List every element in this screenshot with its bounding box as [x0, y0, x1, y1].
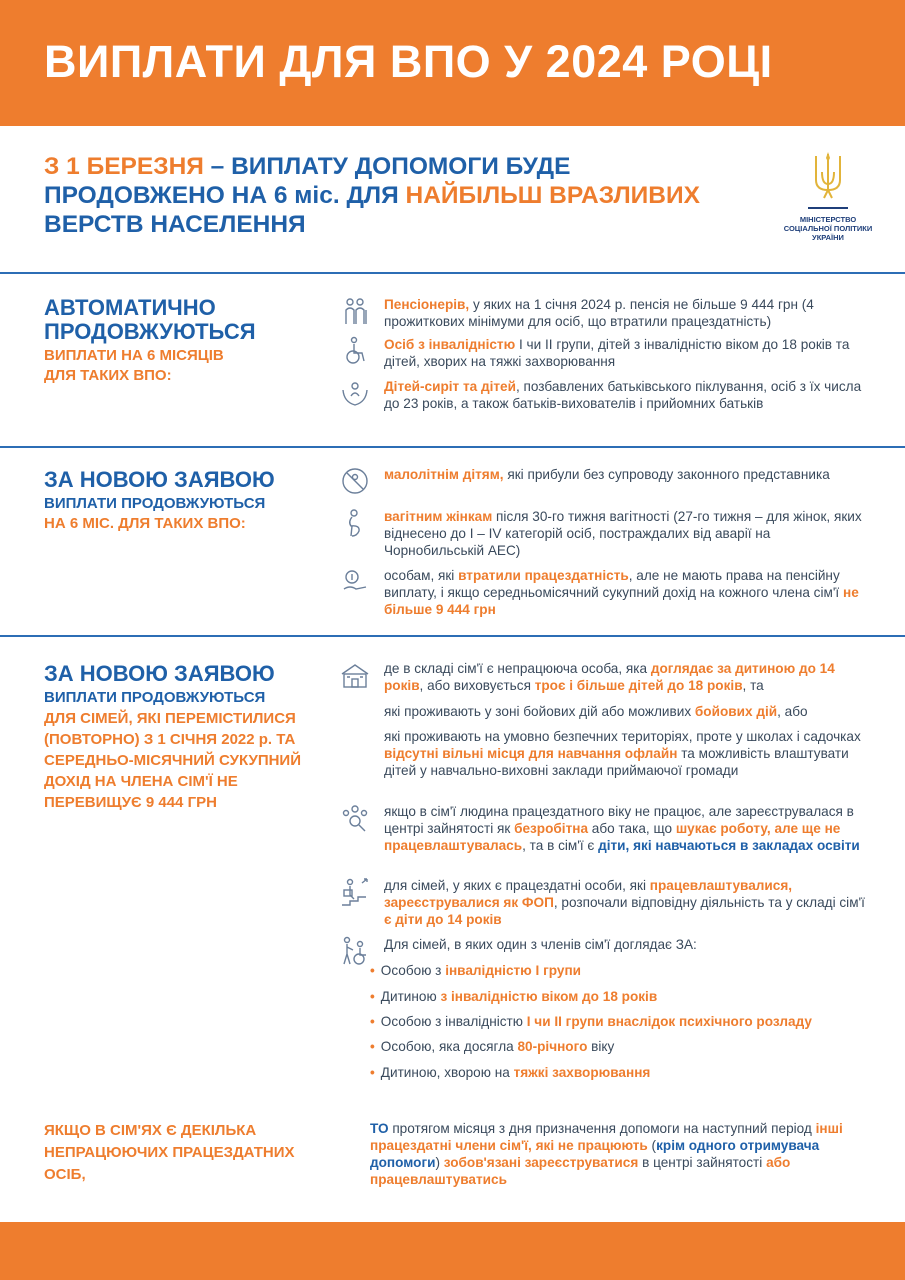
section3-item-unemployed: якщо в сім'ї людина працездатного віку не працює, але зареєструвалася в центрі зайнятості як безробітна або така, що шукає роботу, але ще не працевлаштувалась, та в сім'ї є діти, які навчаються в закладах освіти [340, 803, 870, 854]
section1-subtitle-2: ДЛЯ ТАКИХ ВПО: [44, 367, 172, 384]
wheelchair-icon [340, 336, 370, 366]
bullet-item: • Дитиною з інвалідністю віком до 18 років [370, 989, 658, 1004]
section1-item-orphans: Дітей-сиріт та дітей, позбавлених батьківського піклування, осіб з їх числа до 23 років, а також батьків-вихователів і прийомних батьків [340, 378, 870, 412]
job-search-icon [340, 803, 370, 833]
child-protection-icon [340, 466, 370, 496]
bottom-obligation: ТО протягом місяця з дня призначення допомоги на наступний період інші працездатні члени сім'ї, які не працюють (крім одного отримувача допомоги) зобов'язані зареєструватися в центрі зайнятості або працевлаштуватись [370, 1121, 843, 1187]
section2-subtitle-1: ВИПЛАТИ ПРОДОВЖУЮТЬСЯ [44, 495, 266, 512]
section1-subtitle-1: ВИПЛАТИ НА 6 МІСЯЦІВ [44, 347, 224, 364]
section2-subtitle-2: НА 6 МІС. ДЛЯ ТАКИХ ВПО: [44, 515, 246, 532]
divider-2 [0, 446, 905, 448]
intro-text [44, 152, 744, 239]
section3-item-caregivers: Для сімей, в яких один з членів сім'ї доглядає ЗА: [340, 936, 870, 953]
footer-banner [0, 1222, 905, 1280]
section3-title: ЗА НОВОЮ ЗАЯВОЮ [44, 661, 275, 686]
section1-title: АВТОМАТИЧНО ПРОДОВЖУЮТЬСЯ [44, 295, 256, 344]
hands-care-icon [340, 378, 370, 408]
elderly-couple-icon [340, 296, 370, 326]
ministry-name: МІНІСТЕРСТВО СОЦІАЛЬНОЇ ПОЛІТИКИ УКРАЇНИ [783, 215, 873, 242]
logo-divider [808, 207, 848, 209]
money-hand-icon [340, 567, 370, 597]
divider-1 [0, 272, 905, 274]
section1-item-pensioners: Пенсіонерів, у яких на 1 січня 2024 р. пенсія не більше 9 444 грн (4 прожиткових мінімуми для осіб, що втратили працездатність) [340, 296, 870, 330]
page-title: ВИПЛАТИ ДЛЯ ВПО У 2024 РОЦІ [44, 36, 773, 87]
intro-date: З 1 БЕРЕЗНЯ [44, 153, 204, 180]
section2-item-incapacitated: особам, які втратили працездатність, але не мають права на пенсійну виплату, і якщо середньомісячний сукупний дохід на кожного члена сім'ї не більше 9 444 грн [340, 567, 870, 618]
bullet-item: • Дитиною, хворою на тяжкі захворювання [370, 1065, 651, 1080]
bullet-item: • Особою з інвалідністю І групи [370, 963, 582, 978]
bullet-item: • Особою з інвалідністю І чи ІІ групи внаслідок психічного розладу [370, 1014, 812, 1029]
header-banner [0, 0, 905, 126]
intro-highlight: НАЙБІЛЬШ ВРАЗЛИВИХ [405, 182, 700, 209]
intro-part: – ВИПЛАТУ ДОПОМОГИ БУДЕ ПРОДОВЖЕНО НА 6 міс. ДЛЯ [44, 153, 571, 209]
section2-item-pregnant: вагітним жінкам після 30-го тижня вагітності (27-го тижня – для жінок, яких віднесено до І – IV категорій осіб, постраждалих від аварії на Чорнобильській АЕС) [340, 508, 870, 559]
trident-icon [808, 150, 848, 202]
section2-item-children: малолітнім дітям, які прибули без супроводу законного представника [340, 466, 870, 483]
section3-item-combat-zone: які проживають у зоні бойових дій або можливих бойових дій, або [384, 704, 808, 719]
section1-item-disability: Осіб з інвалідністю І чи ІІ групи, дітей з інвалідністю віком до 18 років та дітей, хворих на тяжкі захворювання [340, 336, 870, 370]
pregnant-woman-icon [340, 508, 370, 538]
section3-item-childcare: де в складі сім'ї є непрацююча особа, яка доглядає за дитиною до 14 років, або виховується троє і більше дітей до 18 років, та [340, 660, 870, 694]
intro-end: ВЕРСТВ НАСЕЛЕННЯ [44, 211, 306, 238]
section3-subtitle-1: ВИПЛАТИ ПРОДОВЖУЮТЬСЯ [44, 689, 266, 706]
divider-3 [0, 635, 905, 637]
ministry-logo [773, 150, 883, 242]
bullet-item: • Особою, яка досягла 80-річного віку [370, 1039, 615, 1054]
section3-item-no-school: які проживають на умовно безпечних територіях, проте у школах і садочках відсутні вільні місця для навчання офлайн та можливість влаштувати дітей у навчально-виховні заклади приймаючої громади [384, 729, 861, 778]
section2-title: ЗА НОВОЮ ЗАЯВОЮ [44, 467, 275, 492]
school-building-icon [340, 660, 370, 690]
section3-subtitle-2: ДЛЯ СІМЕЙ, ЯКІ ПЕРЕМІСТИЛИСЯ (ПОВТОРНО) З 1 СІЧНЯ 2022 р. ТА СЕРЕДНЬО-МІСЯЧНИЙ СУКУПНИЙ ДОХІД НА ЧЛЕНА СІМ'Ї НЕ ПЕРЕВИЩУЄ 9 444 ГРН [44, 710, 301, 811]
bottom-condition: ЯКЩО В СІМ'ЯХ Є ДЕКІЛЬКА НЕПРАЦЮЮЧИХ ПРАЦЕЗДАТНИХ ОСІБ, [44, 1122, 295, 1183]
career-steps-icon [340, 877, 370, 907]
section3-item-employed: для сімей, у яких є працездатні особи, які працевлаштувалися, зареєструвалися як ФОП, розпочали відповідну діяльність та у складі сім'ї є діти до 14 років [340, 877, 870, 928]
caregiver-wheelchair-icon [340, 936, 370, 966]
